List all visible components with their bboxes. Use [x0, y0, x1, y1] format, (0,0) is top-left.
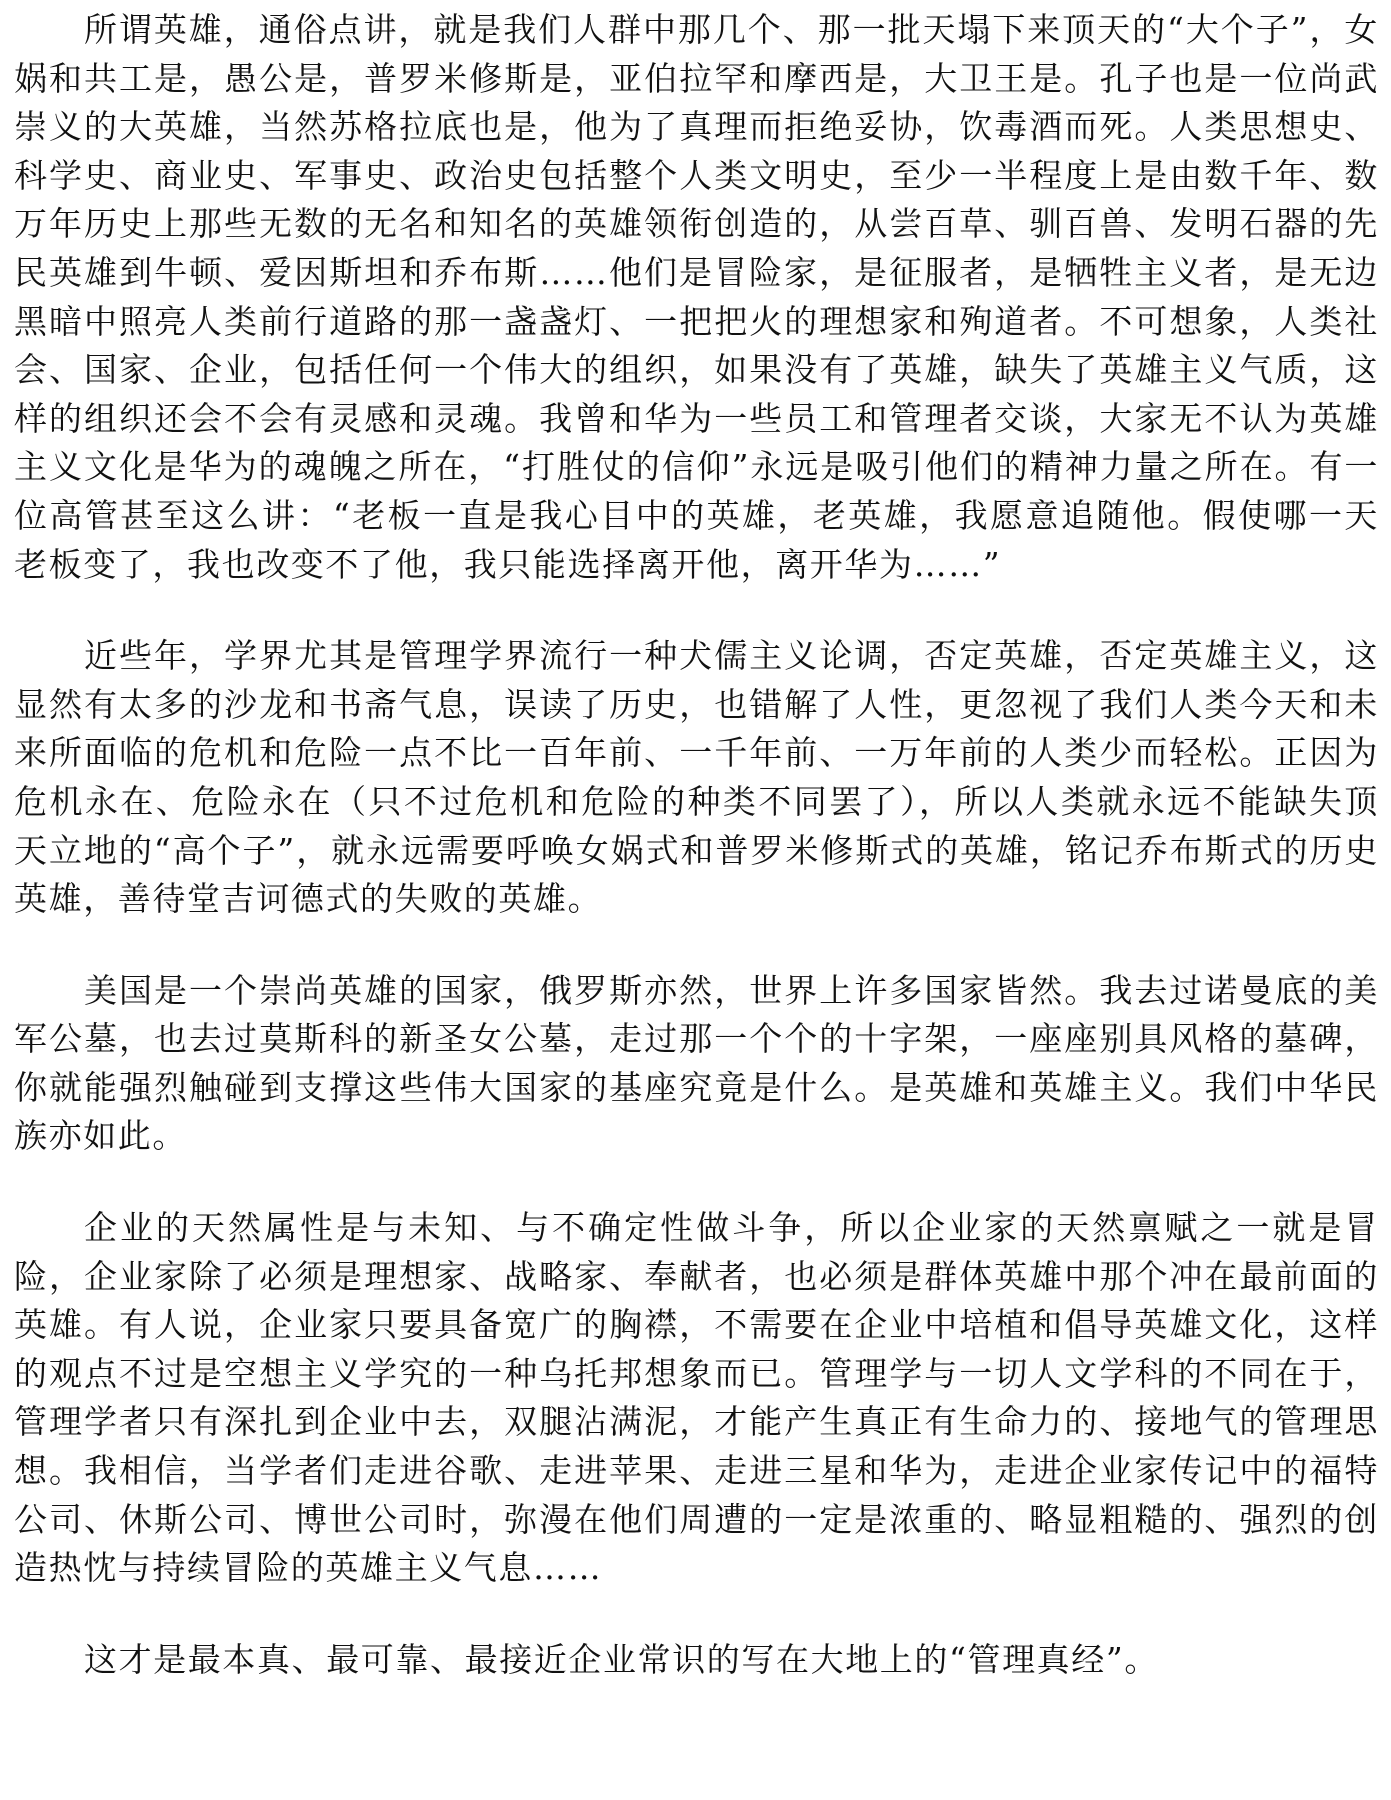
paragraph-management-scripture: 这才是最本真、最可靠、最接近企业常识的写在大地上的“管理真经”。 [84, 1639, 1159, 1679]
paragraph-cynicism-critique: 近些年，学界尤其是管理学界流行一种犬儒主义论调，否定英雄，否定英雄主义，这显然有太多的沙龙和书斋气息，误读了历史，也错解了人性，更忽视了我们人类今天和未来所面临的危机和危险一点不比一百年前、一千年前、一万年前的人类少而轻松。正因为危机永在、危险永在（只不过危机和危险的种类不同罢了），所以人类就永远不能缺失顶天立地的“高个子”，就永远需要呼唤女娲式和普罗米修斯式的英雄，铭记乔布斯式的历史英雄，善待堂吉诃德式的失败的英雄。 [14, 636, 1379, 919]
paragraph-entrepreneur-heroism: 企业的天然属性是与未知、与不确定性做斗争，所以企业家的天然禀赋之一就是冒险，企业家除了必须是理想家、战略家、奉献者，也必须是群体英雄中那个冲在最前面的英雄。有人说，企业家只要具备宽广的胸襟，不需要在企业中培植和倡导英雄文化，这样的观点不过是空想主义学究的一种乌托邦想象而已。管理学与一切人文学科的不同在于，管理学者只有深扎到企业中去，双腿沾满泥，才能产生真正有生命力的、接地气的管理思想。我相信，当学者们走进谷歌、走进苹果、走进三星和华为，走进企业家传记中的福特公司、休斯公司、博世公司时，弥漫在他们周遭的一定是浓重的、略显粗糙的、强烈的创造热忱与持续冒险的英雄主义气息…… [14, 1208, 1379, 1588]
document-page [14, 6, 1379, 1727]
paragraph-nations-heroes: 美国是一个崇尚英雄的国家，俄罗斯亦然，世界上许多国家皆然。我去过诺曼底的美军公墓，也去过莫斯科的新圣女公墓，走过那一个个的十字架，一座座别具风格的墓碑，你就能强烈触碰到支撑这些伟大国家的基座究竟是什么。是英雄和英雄主义。我们中华民族亦如此。 [14, 970, 1379, 1156]
paragraph-heroes-definition: 所谓英雄，通俗点讲，就是我们人群中那几个、那一批天塌下来顶天的“大个子”，女娲和共工是，愚公是，普罗米修斯是，亚伯拉罕和摩西是，大卫王是。孔子也是一位尚武崇义的大英雄，当然苏格拉底也是，他为了真理而拒绝妥协，饮毒酒而死。人类思想史、科学史、商业史、军事史、政治史包括整个人类文明史，至少一半程度上是由数千年、数万年历史上那些无数的无名和知名的英雄领衔创造的，从尝百草、驯百兽、发明石器的先民英雄到牛顿、爱因斯坦和乔布斯……他们是冒险家，是征服者，是牺牲主义者，是无边黑暗中照亮人类前行道路的那一盏盏灯、一把把火的理想家和殉道者。不可想象，人类社会、国家、企业，包括任何一个伟大的组织，如果没有了英雄，缺失了英雄主义气质，这样的组织还会不会有灵感和灵魂。我曾和华为一些员工和管理者交谈，大家无不认为英雄主义文化是华为的魂魄之所在，“打胜仗的信仰”永远是吸引他们的精神力量之所在。有一位高管甚至这么讲：“老板一直是我心目中的英雄，老英雄，我愿意追随他。假使哪一天老板变了，我也改变不了他，我只能选择离开他，离开华为……” [14, 10, 1379, 584]
